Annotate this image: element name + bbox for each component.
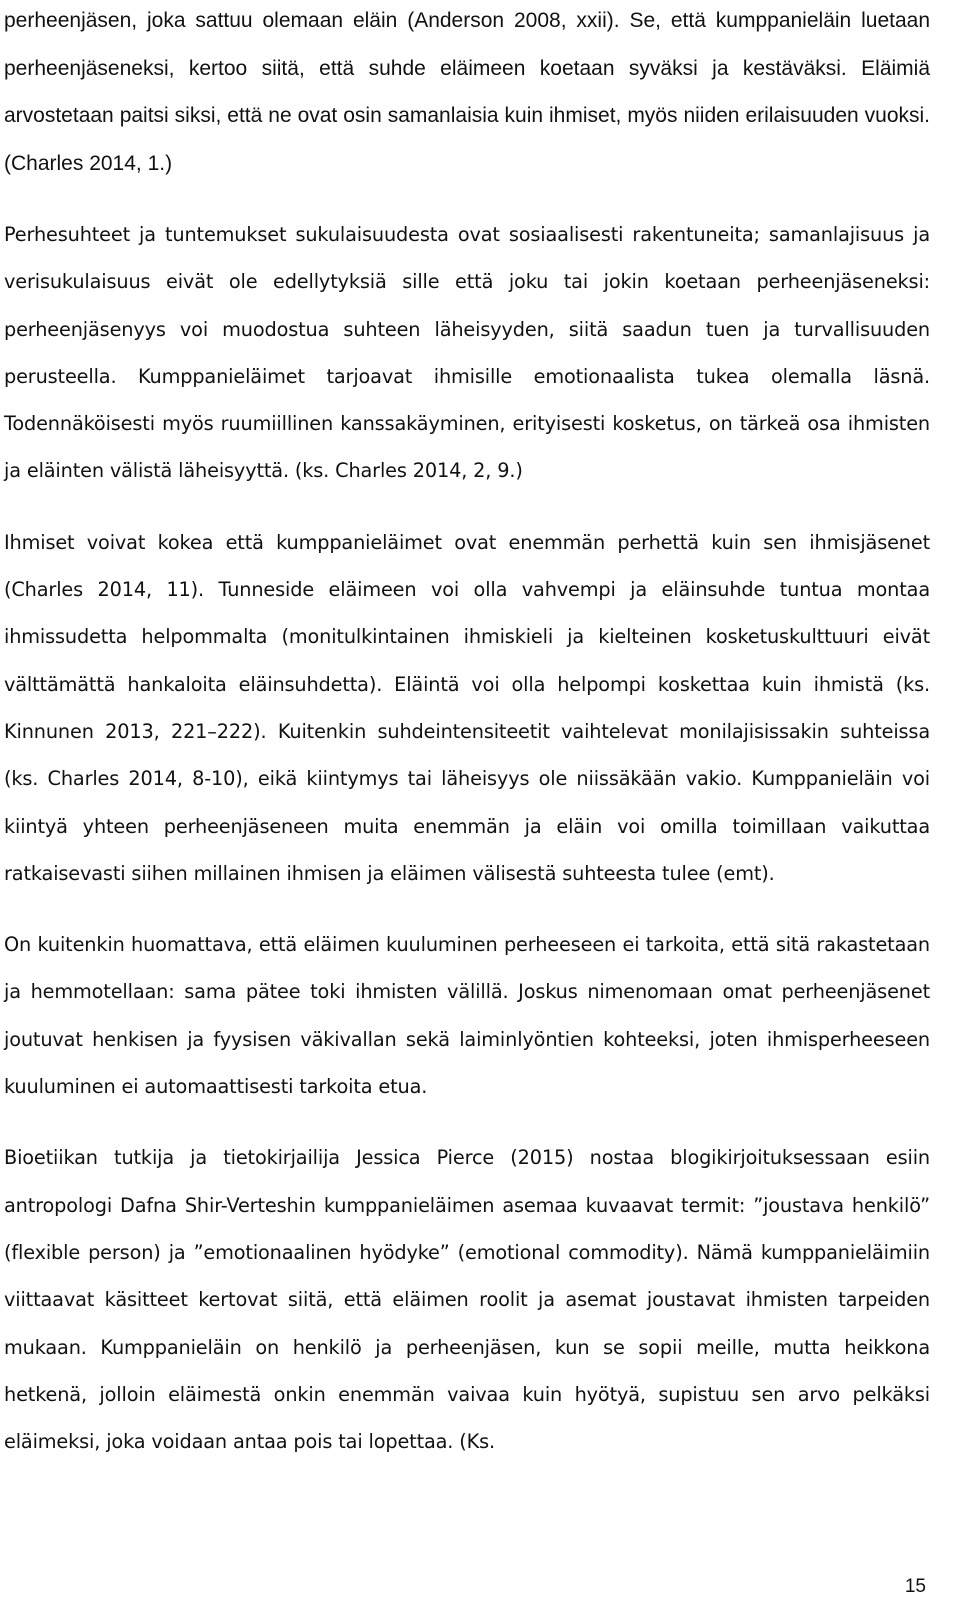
paragraph-1: perheenjäsen, joka sattuu olemaan eläin (Anderson 2008, xxii). Se, että kumppanieläin luetaan perheenjäseneksi, kertoo siitä, että suhde eläimeen koetaan syväksi ja kestäväksi. Eläimiä arvostetaan paitsi siksi, että ne ovat osin samanlaisia kuin ihmiset, myös niiden erilaisuuden vuoksi. (Charles 2014, 1.) bbox=[4, 9, 930, 175]
body-text bbox=[4, 0, 930, 1465]
paragraph-5: Bioetiikan tutkija ja tietokirjailija Jessica Pierce (2015) nostaa blogikirjoituksessaan esiin antropologi Dafna Shir-Verteshin kumppanieläimen asemaa kuvaavat termit: ”joustava henkilö” (flexible person) ja ”emotionaalinen hyödyke” (emotional commodity). Nämä kumppanieläimiin viittaavat käsitteet kertovat siitä, että eläimen roolit ja asemat joustavat ihmisten tarpeiden mukaan. Kumppanieläin on henkilö ja perheenjäsen, kun se sopii meille, mutta heikkona hetkenä, jolloin eläimestä onkin enemmän vaivaa kuin hyötyä, supistuu sen arvo pelkäksi eläimeksi, joka voidaan antaa pois tai lopettaa. (Ks. bbox=[4, 1146, 930, 1454]
page-number: 15 bbox=[904, 1576, 926, 1597]
paragraph-4: On kuitenkin huomattava, että eläimen kuuluminen perheeseen ei tarkoita, että sitä rakastetaan ja hemmotellaan: sama pätee toki ihmisten välillä. Joskus nimenomaan omat perheenjäsenet joutuvat henkisen ja fyysisen väkivallan sekä laiminlyöntien kohteeksi, joten ihmisperheeseen kuuluminen ei automaattisesti tarkoita etua. bbox=[4, 933, 930, 1099]
paragraph-3: Ihmiset voivat kokea että kumppanieläimet ovat enemmän perhettä kuin sen ihmisjäsenet (Charles 2014, 11). Tunneside eläimeen voi olla vahvempi ja eläinsuhde tuntua montaa ihmissudetta helpommalta (monitulkintainen ihmiskieli ja kielteinen kosketuskulttuuri eivät välttämättä hankaloita eläinsuhdetta). Eläintä voi olla helpompi koskettaa kuin ihmistä (ks. Kinnunen 2013, 221–222). Kuitenkin suhdeintensiteetit vaihtelevat monilajisissakin suhteissa (ks. Charles 2014, 8-10), eikä kiintymys tai läheisyys ole niissäkään vakio. Kumppanieläin voi kiintyä yhteen perheenjäseneen muita enemmän ja eläin voi omilla toimillaan vaikuttaa ratkaisevasti siihen millainen ihmisen ja eläimen välisestä suhteesta tulee (emt). bbox=[4, 530, 930, 885]
paragraph-2: Perhesuhteet ja tuntemukset sukulaisuudesta ovat sosiaalisesti rakentuneita; samanlajisuus ja verisukulaisuus eivät ole edellytyksiä sille että joku tai jokin koetaan perheenjäseneksi: perheenjäsenyys voi muodostua suhteen läheisyyden, siitä saadun tuen ja turvallisuuden perusteella. Kumppanieläimet tarjoavat ihmisille emotionaalista tukea olemalla läsnä. Todennäköisesti myös ruumiillinen kanssakäyminen, erityisesti kosketus, on tärkeä osa ihmisten ja eläinten välistä läheisyyttä. (ks. Charles 2014, 2, 9.) bbox=[4, 223, 930, 483]
